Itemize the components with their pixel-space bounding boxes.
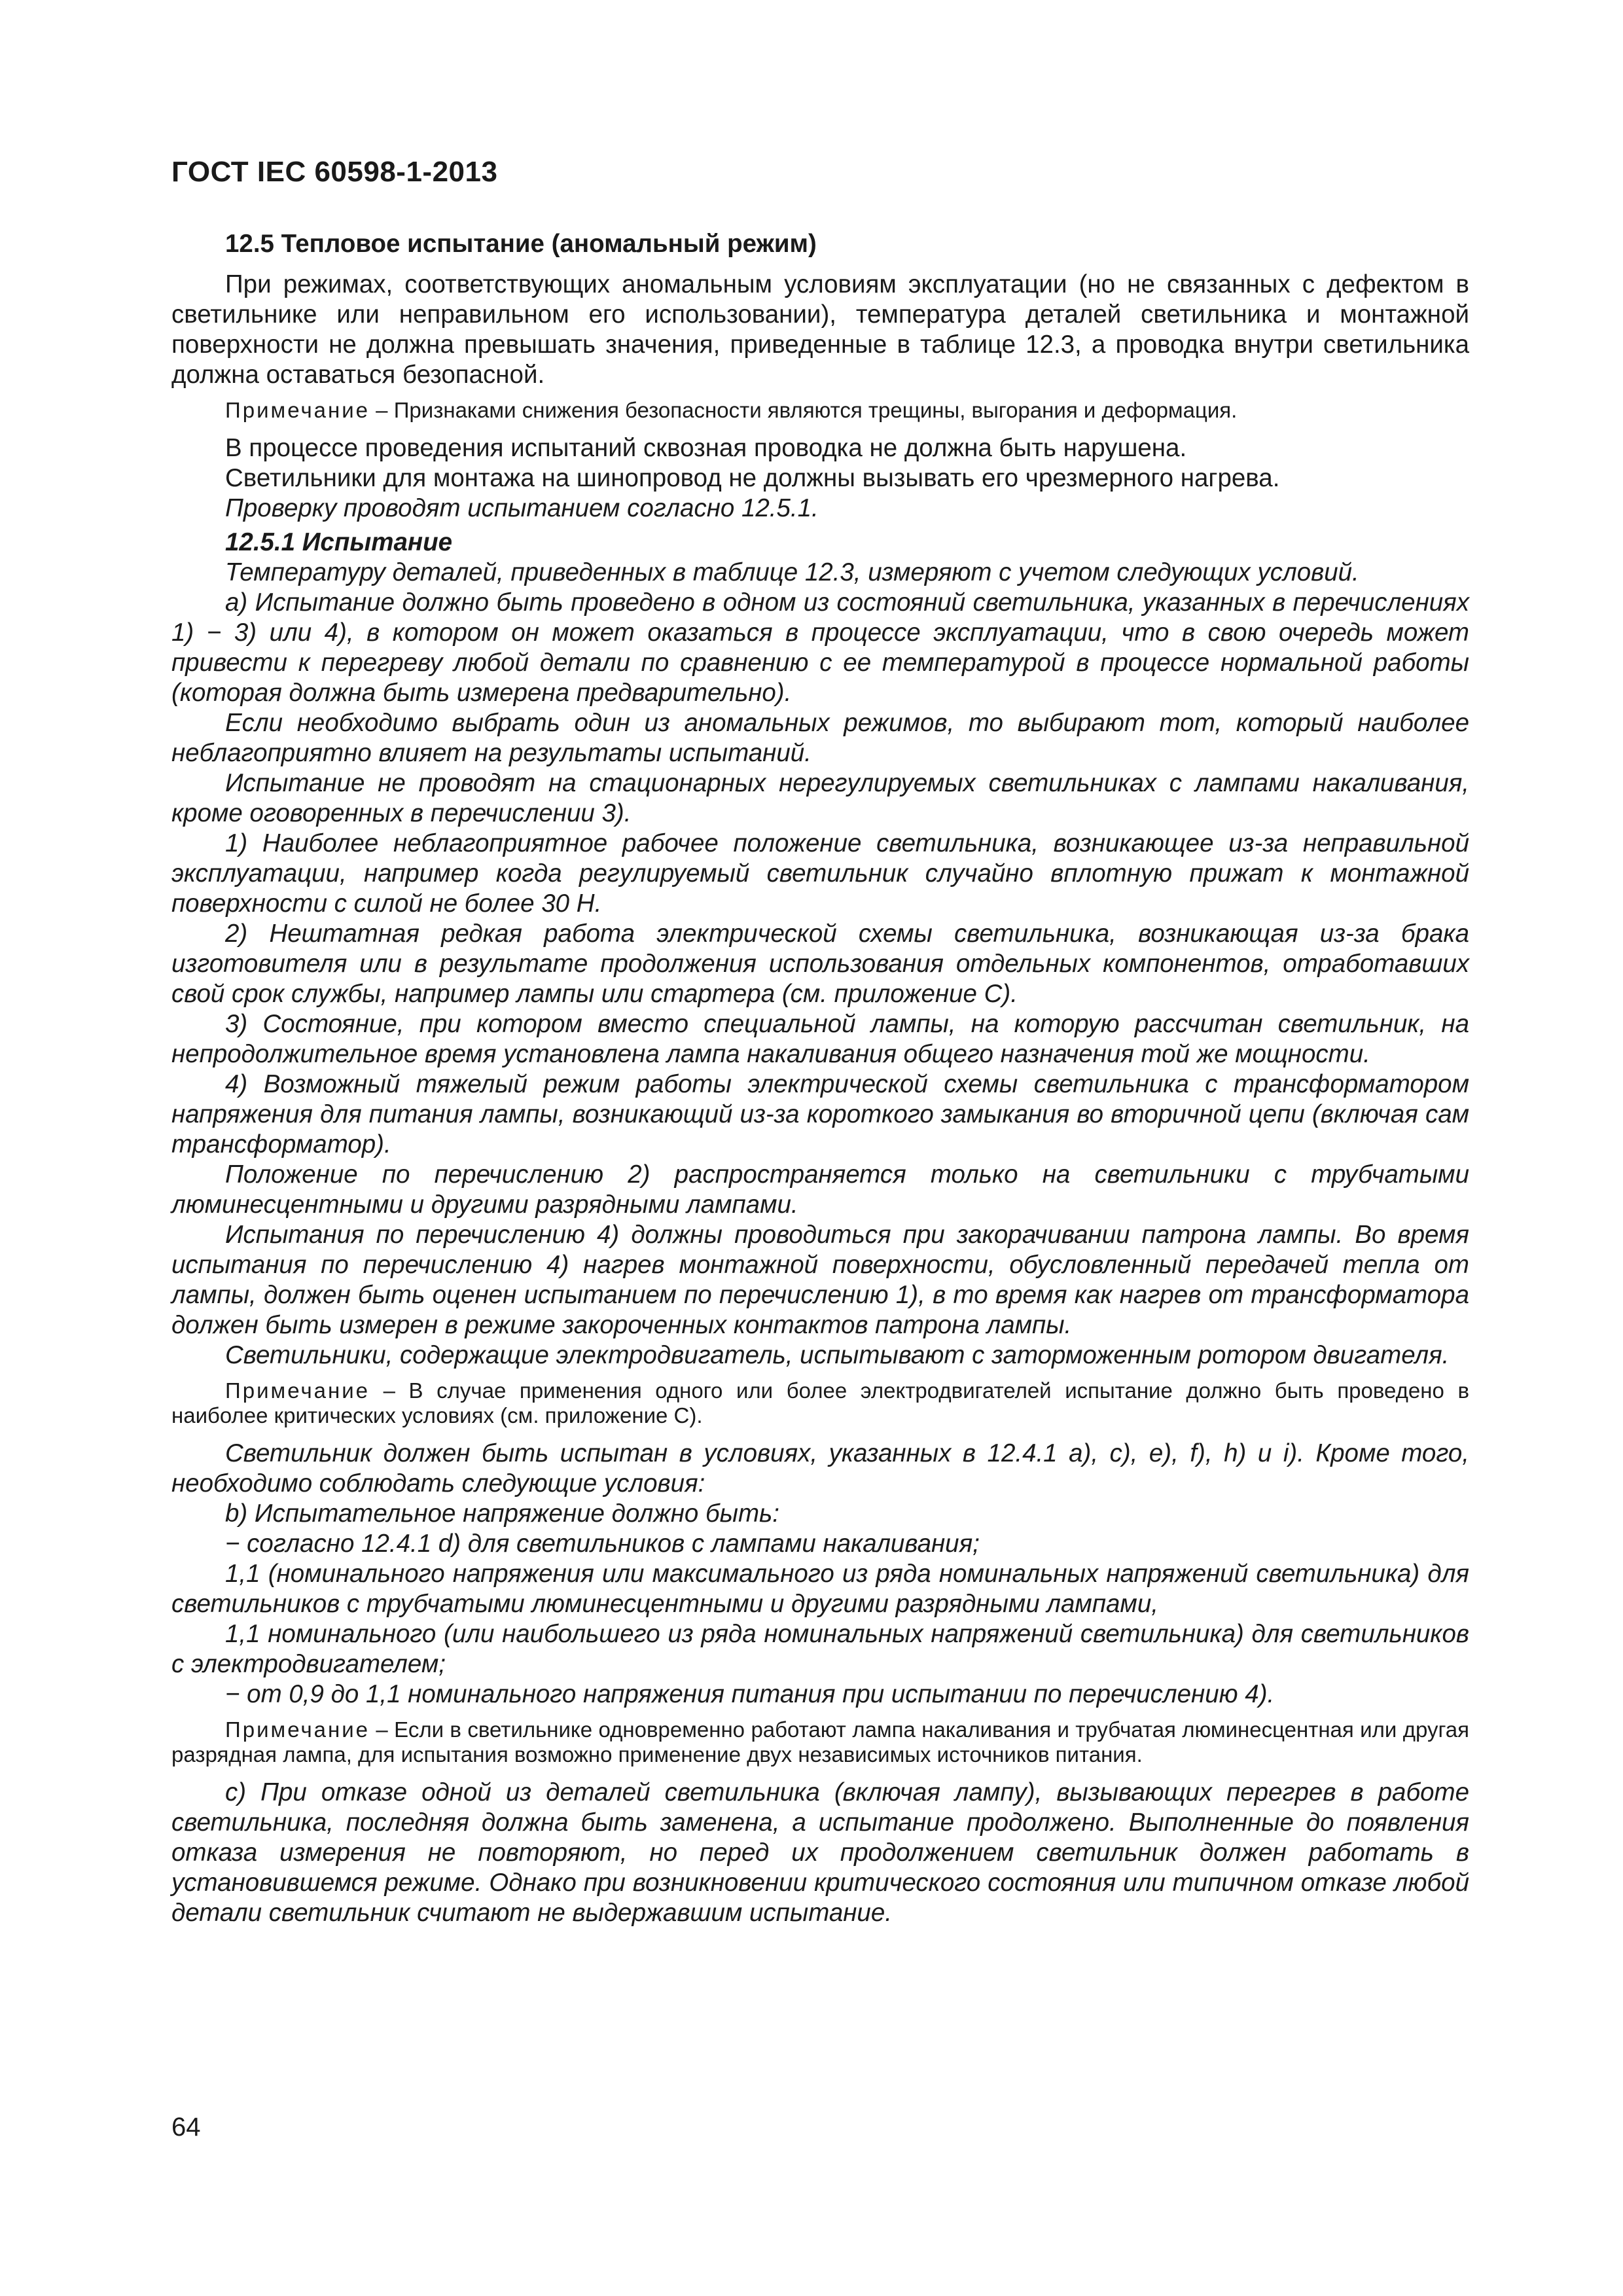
paragraph: c) При отказе одной из деталей светильника (включая лампу), вызывающих перегрев в работе светильника, последняя должна быть заменена, а испытание продолжено. Выполненные до появления отказа измерения не повторяют, но перед их продолжением светильник должен работать в установившемся режиме. Однако при возникновении критического состояния или типичном отказе любой детали светильник считают не выдержавшим испытание.: [171, 1778, 1469, 1927]
note: [171, 1378, 1469, 1428]
note: [171, 398, 1469, 423]
subsection-title: 12.5.1 Испытание: [225, 528, 453, 556]
paragraph: При режимах, соответствующих аномальным условиям эксплуатации (но не связанных с дефектом в светильнике или неправильном его использовании), температура деталей светильника и монтажной поверхности не должна превышать значения, приведенные в таблице 12.3, а проводка внутри светильника должна оставаться безопасной.: [171, 270, 1469, 389]
paragraph: Проверку проводят испытанием согласно 12.5.1.: [225, 494, 819, 522]
note-text: – В случае применения одного или более электродвигателей испытание должно быть проведено в наиболее критических условиях (см. приложение С).: [171, 1378, 1469, 1427]
document-body: [171, 229, 1469, 1928]
paragraph: a) Испытание должно быть проведено в одном из состояний светильника, указанных в перечислениях 1) − 3) или 4), в котором он может оказаться в процессе эксплуатации, что в свою очередь может привести к перегреву любой детали по сравнению с ее температурой в процессе нормальной работы (которая должна быть измерена предварительно).: [171, 588, 1469, 707]
list-item: 3) Состояние, при котором вместо специальной лампы, на которую рассчитан светильник, на непродолжительное время установлена лампа накаливания общего назначения той же мощности.: [171, 1010, 1469, 1068]
paragraph: Испытание не проводят на стационарных нерегулируемых светильниках с лампами накаливания, кроме оговоренных в перечислении 3).: [171, 769, 1469, 827]
note-text: – Признаками снижения безопасности являются трещины, выгорания и деформация.: [370, 398, 1238, 422]
note: [171, 1717, 1469, 1767]
paragraph: Светильник должен быть испытан в условиях, указанных в 12.4.1 a), c), e), f), h) и i). Кроме того, необходимо соблюдать следующие условия:: [171, 1439, 1469, 1498]
paragraph: 1,1 номинального (или наибольшего из ряда номинальных напряжений светильника) для светильников с электродвигателем;: [171, 1620, 1469, 1678]
page-number: 64: [171, 2113, 201, 2142]
note-text: – Если в светильнике одновременно работают лампа накаливания и трубчатая люминесцентная или другая разрядная лампа, для испытания возможно применение двух независимых источников питания.: [171, 1717, 1469, 1767]
paragraph: В процессе проведения испытаний сквозная проводка не должна быть нарушена.: [225, 434, 1187, 462]
list-item: − согласно 12.4.1 d) для светильников с лампами накаливания;: [225, 1530, 980, 1558]
paragraph: Светильники, содержащие электродвигатель, испытывают с заторможенным ротором двигателя.: [225, 1341, 1450, 1369]
list-item: 4) Возможный тяжелый режим работы электрической схемы светильника с трансформатором напряжения для питания лампы, возникающий из-за короткого замыкания во вторичной цепи (включая сам трансформатор).: [171, 1070, 1469, 1158]
note-label: Примечание: [225, 398, 370, 422]
note-label: Примечание: [225, 1378, 370, 1403]
note-label: Примечание: [225, 1717, 370, 1742]
paragraph: 1,1 (номинального напряжения или максимального из ряда номинальных напряжений светильника) для светильников с трубчатыми люминесцентными и другими разрядными лампами,: [171, 1560, 1469, 1618]
paragraph: Если необходимо выбрать один из аномальных режимов, то выбирают тот, который наиболее неблагоприятно влияет на результаты испытаний.: [171, 709, 1469, 767]
paragraph: Положение по перечислению 2) распространяется только на светильники с трубчатыми люминесцентными и другими разрядными лампами.: [171, 1160, 1469, 1219]
paragraph: Светильники для монтажа на шинопровод не должны вызывать его чрезмерного нагрева.: [225, 464, 1280, 492]
list-item: 2) Нештатная редкая работа электрической схемы светильника, возникающая из-за брака изготовителя или в результате продолжения использования отдельных компонентов, отработавших свой срок службы, например лампы или стартера (см. приложение С).: [171, 920, 1469, 1008]
paragraph: Испытания по перечислению 4) должны проводиться при закорачивании патрона лампы. Во время испытания по перечислению 4) нагрев монтажной поверхности, обусловленный передачей тепла от лампы, должен быть оценен испытанием по перечислению 1), в то время как нагрев от трансформатора должен быть измерен в режиме закороченных контактов патрона лампы.: [171, 1221, 1469, 1339]
document-header: ГОСТ IEC 60598-1-2013: [171, 156, 498, 188]
section-title: 12.5 Тепловое испытание (аномальный режим): [225, 230, 817, 258]
paragraph: Температуру деталей, приведенных в таблице 12.3, измеряют с учетом следующих условий.: [225, 558, 1359, 586]
list-item: − от 0,9 до 1,1 номинального напряжения питания при испытании по перечислению 4).: [225, 1680, 1275, 1708]
list-item: 1) Наиболее неблагоприятное рабочее положение светильника, возникающее из-за неправильной эксплуатации, например когда регулируемый светильник случайно вплотную прижат к монтажной поверхности с силой не более 30 Н.: [171, 829, 1469, 918]
paragraph: b) Испытательное напряжение должно быть:: [225, 1499, 779, 1528]
